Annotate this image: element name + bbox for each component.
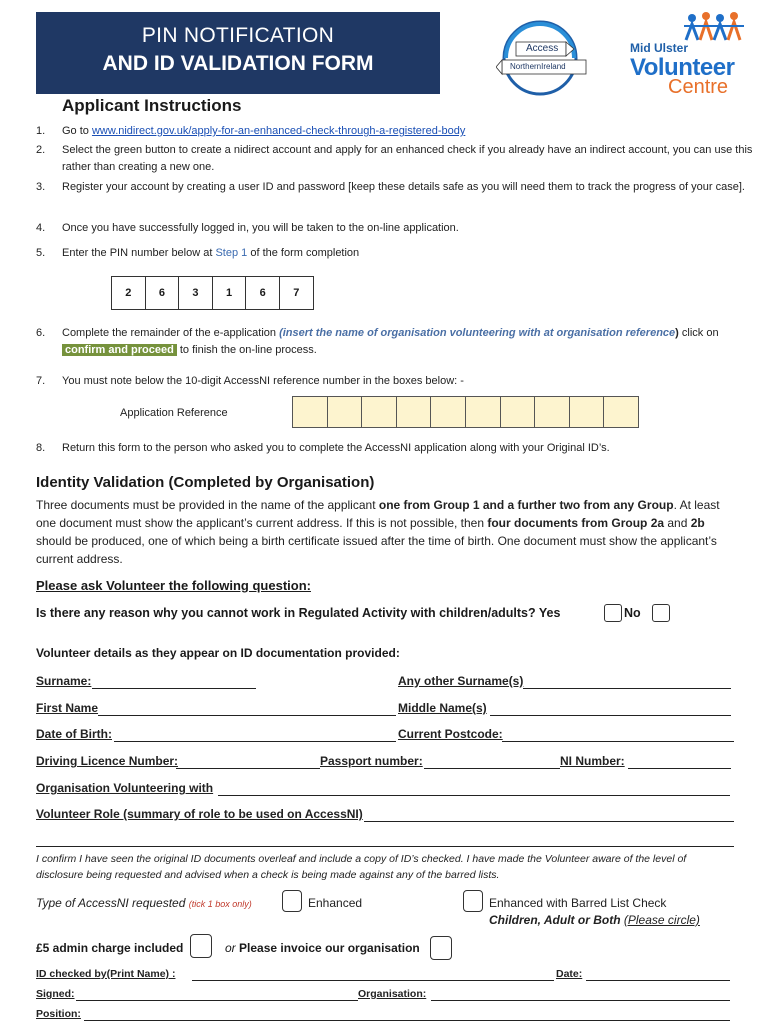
application-reference-digit-box[interactable] [603,396,639,428]
application-reference-digit-box[interactable] [430,396,466,428]
applicant-instructions-heading: Applicant Instructions [62,96,242,115]
confirm-and-proceed-highlight: confirm and proceed [62,344,177,356]
other-surname-label: Any other Surname(s) [398,674,524,688]
application-reference-digit-box[interactable] [465,396,501,428]
date-label: Date: [556,968,583,980]
vc-logo-volunteer: Volunteer [630,54,735,81]
ni-number-label: NI Number: [560,754,625,768]
vc-logo-mid-ulster: Mid Ulster [630,41,689,55]
application-reference-digit-box[interactable] [569,396,605,428]
application-reference-digit-box[interactable] [327,396,363,428]
first-name-input[interactable] [98,715,396,716]
accessni-logo [496,18,592,96]
yes-checkbox[interactable] [604,604,622,622]
pin-digit: 2 [111,276,146,310]
volunteer-role-label: Volunteer Role (summary of role to be used on AccessNI) [36,807,363,821]
middle-name-input[interactable] [490,715,731,716]
ni-number-input[interactable] [628,768,731,769]
invoice-checkbox[interactable] [430,936,452,960]
invoice-label: or Please invoice our organisation [225,941,420,955]
volunteer-role-input-line2[interactable] [36,846,734,847]
accessni-logo-text1: Access [526,43,559,54]
date-of-birth-label: Date of Birth: [36,727,112,741]
enhanced-checkbox[interactable] [282,890,302,912]
signed-label: Signed: [36,988,75,1000]
first-name-label: First Name [36,701,99,715]
organisation-volunteering-input[interactable] [218,795,730,796]
organisation-label: Organisation: [358,988,427,1000]
application-reference-label: Application Reference [120,407,228,419]
date-of-birth-input[interactable] [114,741,396,742]
form-title-line1: PIN NOTIFICATION [141,24,335,47]
volunteer-centre-logo [628,12,764,98]
enhanced-barred-label: Enhanced with Barred List Check [489,896,667,910]
middle-name-label: Middle Name(s) [398,701,487,715]
admin-charge-label: £5 admin charge included [36,941,184,955]
identity-validation-paragraph: Three documents must be provided in the name of the applicant one from Group 1 and a further two from any Group. At least one document must show the applicant’s current address. If this is not possible, then four documents from Group 2a and 2b should be produced, one of which being a birth certificate issued after the time of birth. One document must show the applicant’s current address. [36,498,720,566]
surname-input[interactable] [92,688,256,689]
organisation-volunteering-label: Organisation Volunteering with [36,781,214,795]
volunteer-people-icon [682,12,752,42]
application-reference-digit-box[interactable] [500,396,536,428]
pin-digit: 7 [279,276,314,310]
no-checkbox[interactable] [652,604,670,622]
pin-digit: 6 [245,276,280,310]
passport-number-label: Passport number: [320,754,423,768]
other-surname-input[interactable] [523,688,731,689]
current-postcode-label: Current Postcode: [398,727,503,741]
signed-input[interactable] [76,1000,358,1001]
application-reference-digit-box[interactable] [292,396,328,428]
application-reference-digit-box[interactable] [361,396,397,428]
organisation-input[interactable] [431,1000,730,1001]
application-reference-digit-box[interactable] [396,396,432,428]
position-label: Position: [36,1008,81,1020]
type-of-check-label: Type of AccessNI requested (tick 1 box only) [36,896,252,910]
tick-one-note: (tick 1 box only) [188,899,252,909]
pin-number-boxes [112,276,314,310]
application-reference-boxes [293,396,639,428]
form-title-banner [36,12,440,94]
position-input[interactable] [84,1020,730,1021]
current-postcode-input[interactable] [502,741,734,742]
enhanced-barred-checkbox[interactable] [463,890,483,912]
accessni-logo-text2: NorthernIreland [510,62,566,71]
date-input[interactable] [586,980,730,981]
passport-number-input[interactable] [424,768,560,769]
volunteer-role-input[interactable] [364,821,734,822]
no-label: No [624,606,641,620]
nidirect-link[interactable]: www.nidirect.gov.uk/apply-for-an-enhanced-check-through-a-registered-body [91,125,466,137]
children-adult-both-line: Children, Adult or Both (Please circle) [489,913,700,927]
volunteer-details-heading: Volunteer details as they appear on ID documentation provided: [36,646,400,660]
driving-licence-label: Driving Licence Number: [36,754,179,768]
admin-charge-checkbox[interactable] [190,934,212,958]
enhanced-label: Enhanced [308,896,363,910]
application-reference-digit-box[interactable] [534,396,570,428]
surname-label: Surname: [36,674,92,688]
pin-digit: 3 [178,276,213,310]
identity-validation-heading: Identity Validation (Completed by Organisation) [36,474,375,491]
ask-volunteer-heading: Please ask Volunteer the following question: [36,578,311,593]
confirmation-statement: I confirm I have seen the original ID documents overleaf and include a copy of ID’s checked. I have made the Volunteer aware of the level of disclosure being requested and advised when a check is being made against any of the barred lists. [36,853,687,881]
id-checked-by-input[interactable] [192,980,554,981]
driving-licence-input[interactable] [176,768,320,769]
form-title-line2: AND ID VALIDATION FORM [102,52,374,75]
regulated-activity-question: Is there any reason why you cannot work in Regulated Activity with children/adults? Yes [36,606,561,620]
id-checked-by-label: ID checked by(Print Name) : [36,968,176,980]
pin-digit: 6 [145,276,180,310]
vc-logo-centre: Centre [668,76,729,98]
pin-digit: 1 [212,276,247,310]
